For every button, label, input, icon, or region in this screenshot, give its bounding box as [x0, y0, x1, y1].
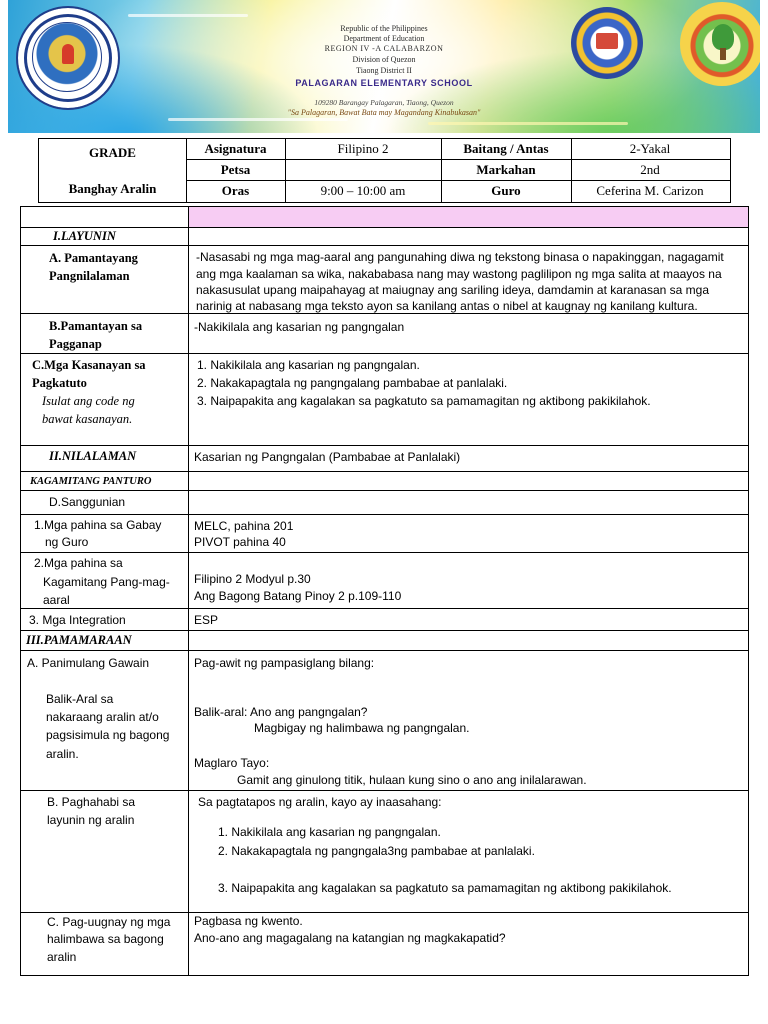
paghahabi-label-line2: layunin ng aralin [47, 813, 135, 827]
section-layunin: I.LAYUNIN [53, 229, 116, 243]
lesson-plan-table [20, 206, 749, 976]
panimulang-label: A. Panimulang Gawain [27, 656, 150, 670]
section-kagamitang-panturo: KAGAMITANG PANTURO [30, 476, 152, 487]
header-region: REGION IV -A CALABARZON [324, 44, 444, 53]
header-banner [8, 0, 760, 133]
pag-uugnay-text-2: Ano-ano ang magagalang na katangian ng magkakapatid? [194, 931, 506, 945]
header-district: Tiaong District II [356, 66, 412, 75]
c-note-line2: bawat kasanayan. [42, 412, 133, 426]
a-text-line2: ang mga kaalaman sa wika, nakababasa nang may wastong paglilipon ng mga salita at maayos na [196, 267, 722, 281]
gabay-text-line1: MELC, pahina 201 [194, 519, 294, 533]
nilalaman-text: Kasarian ng Pangngalan (Pambabae at Panlalaki) [194, 450, 461, 464]
school-motto: "Sa Palagaran, Bawat Bata may Magandang Kinabukasan" [287, 108, 481, 117]
panimulang-text-3: Magbigay ng halimbawa ng pangngalan. [254, 721, 470, 735]
integration-text: ESP [194, 613, 219, 627]
baitang-value: 2-Yakal [629, 141, 671, 156]
petsa-label: Petsa [220, 162, 251, 177]
panimulang-text-4: Maglaro Tayo: [194, 756, 270, 770]
kag-text-line1: Filipino 2 Modyul p.30 [194, 572, 311, 586]
header-department: Department of Education [343, 34, 425, 43]
a-label-line1: A. Pamantayang [49, 251, 138, 265]
section-nilalaman: II.NILALAMAN [49, 449, 137, 463]
kag-text-line2: Ang Bagong Batang Pinoy 2 p.109-110 [194, 589, 402, 603]
section-pamamaraan: III.PAMAMARAAN [26, 633, 132, 647]
header-division: Division of Quezon [352, 55, 416, 64]
sanggunian-label: D.Sanggunian [49, 495, 126, 509]
header-highlight [189, 207, 748, 227]
paghahabi-intro: Sa pagtatapos ng aralin, kayo ay inaasahang: [198, 795, 442, 809]
grade-label: GRADE [89, 145, 136, 160]
c-item-1: 1. Nakikilala ang kasarian ng pangngalan. [197, 358, 420, 372]
panimulang-text-5: Gamit ang ginulong titik, hulaan kung sino o ano ang inilalarawan. [237, 773, 587, 787]
panimulang-sub-line3: pagsisimula ng bagong [46, 728, 170, 742]
c-item-2: 2. Nakakapagtala ng pangngalang pambabae at panlalaki. [197, 376, 508, 390]
gabay-label-line2: ng Guro [45, 535, 89, 549]
panimulang-sub-line1: Balik-Aral sa [46, 692, 114, 706]
banghay-aralin-label: Banghay Aralin [68, 181, 157, 196]
info-table [38, 138, 731, 203]
paghahabi-label-line1: B. Paghahabi sa [47, 795, 136, 809]
panimulang-text-1: Pag-awit ng pampasiglang bilang: [194, 656, 375, 670]
pag-uugnay-text-1: Pagbasa ng kwento. [194, 914, 303, 928]
c-note-line1: Isulat ang code ng [42, 394, 135, 408]
guro-label: Guro [491, 183, 521, 198]
school-address: 109280 Barangay Palagaran, Tiaong, Quezon [314, 98, 454, 107]
kag-label-line2: Kagamitang Pang-mag- [43, 575, 170, 589]
paghahabi-item-1: 1. Nakikilala ang kasarian ng pangngalan. [218, 825, 441, 839]
asignatura-label: Asignatura [204, 141, 267, 156]
kag-label-line1: 2.Mga pahina sa [34, 556, 123, 570]
oras-label: Oras [221, 183, 250, 198]
asignatura-value: Filipino 2 [337, 141, 389, 156]
c-label-line2: Pagkatuto [32, 376, 87, 390]
a-text-line3: nakasusulat upang maipahayag at maiugnay ang sariling ideya, damdamin at karanasan sa mga [196, 283, 709, 297]
b-label-line2: Pagganap [49, 337, 102, 351]
oras-value: 9:00 – 10:00 am [320, 183, 406, 198]
integration-label: 3. Mga Integration [29, 613, 126, 627]
pag-uugnay-label-line3: aralin [47, 950, 77, 964]
c-label-line1: C.Mga Kasanayan sa [32, 358, 146, 372]
markahan-value: 2nd [640, 162, 660, 177]
baitang-label: Baitang / Antas [463, 141, 549, 156]
pag-uugnay-label-line1: C. Pag-uugnay ng mga [47, 915, 171, 929]
markahan-label: Markahan [476, 162, 536, 177]
a-text-line1: -Nasasabi ng mga mag-aaral ang pangunahing diwa ng tekstong binasa o napakinggan, nagagamit [196, 250, 724, 264]
school-name: PALAGARAN ELEMENTARY SCHOOL [295, 78, 473, 88]
c-item-3: 3. Naipapakita ang kagalakan sa pagkatuto sa pamamagitan ng aktibong pakikilahok. [197, 394, 651, 408]
guro-value: Ceferina M. Carizon [596, 183, 704, 198]
pag-uugnay-label-line2: halimbawa sa bagong [47, 932, 164, 946]
panimulang-text-2: Balik-aral: Ano ang pangngalan? [194, 705, 368, 719]
paghahabi-item-2: 2. Nakakapagtala ng pangngala3ng pambabae at panlalaki. [218, 844, 535, 858]
kag-label-line3: aaral [43, 593, 70, 607]
panimulang-sub-line4: aralin. [46, 747, 79, 761]
header-republic: Republic of the Philippines [340, 24, 428, 33]
gabay-text-line2: PIVOT pahina 40 [194, 535, 286, 549]
paghahabi-item-3: 3. Naipapakita ang kagalakan sa pagkatuto sa pamamagitan ng aktibong pakikilahok. [218, 881, 672, 895]
panimulang-sub-line2: nakaraang aralin at/o [46, 710, 159, 724]
a-text-line4: narinig at nabasang mga teksto ayon sa kanilang antas o nibel at kaugnay ng kanilang kultura. [196, 299, 698, 313]
gabay-label-line1: 1.Mga pahina sa Gabay [34, 518, 162, 532]
a-label-line2: Pangnilalaman [49, 269, 130, 283]
b-text: -Nakikilala ang kasarian ng pangngalan [194, 320, 405, 334]
petsa-value [285, 160, 441, 180]
b-label-line1: B.Pamantayan sa [49, 319, 143, 333]
